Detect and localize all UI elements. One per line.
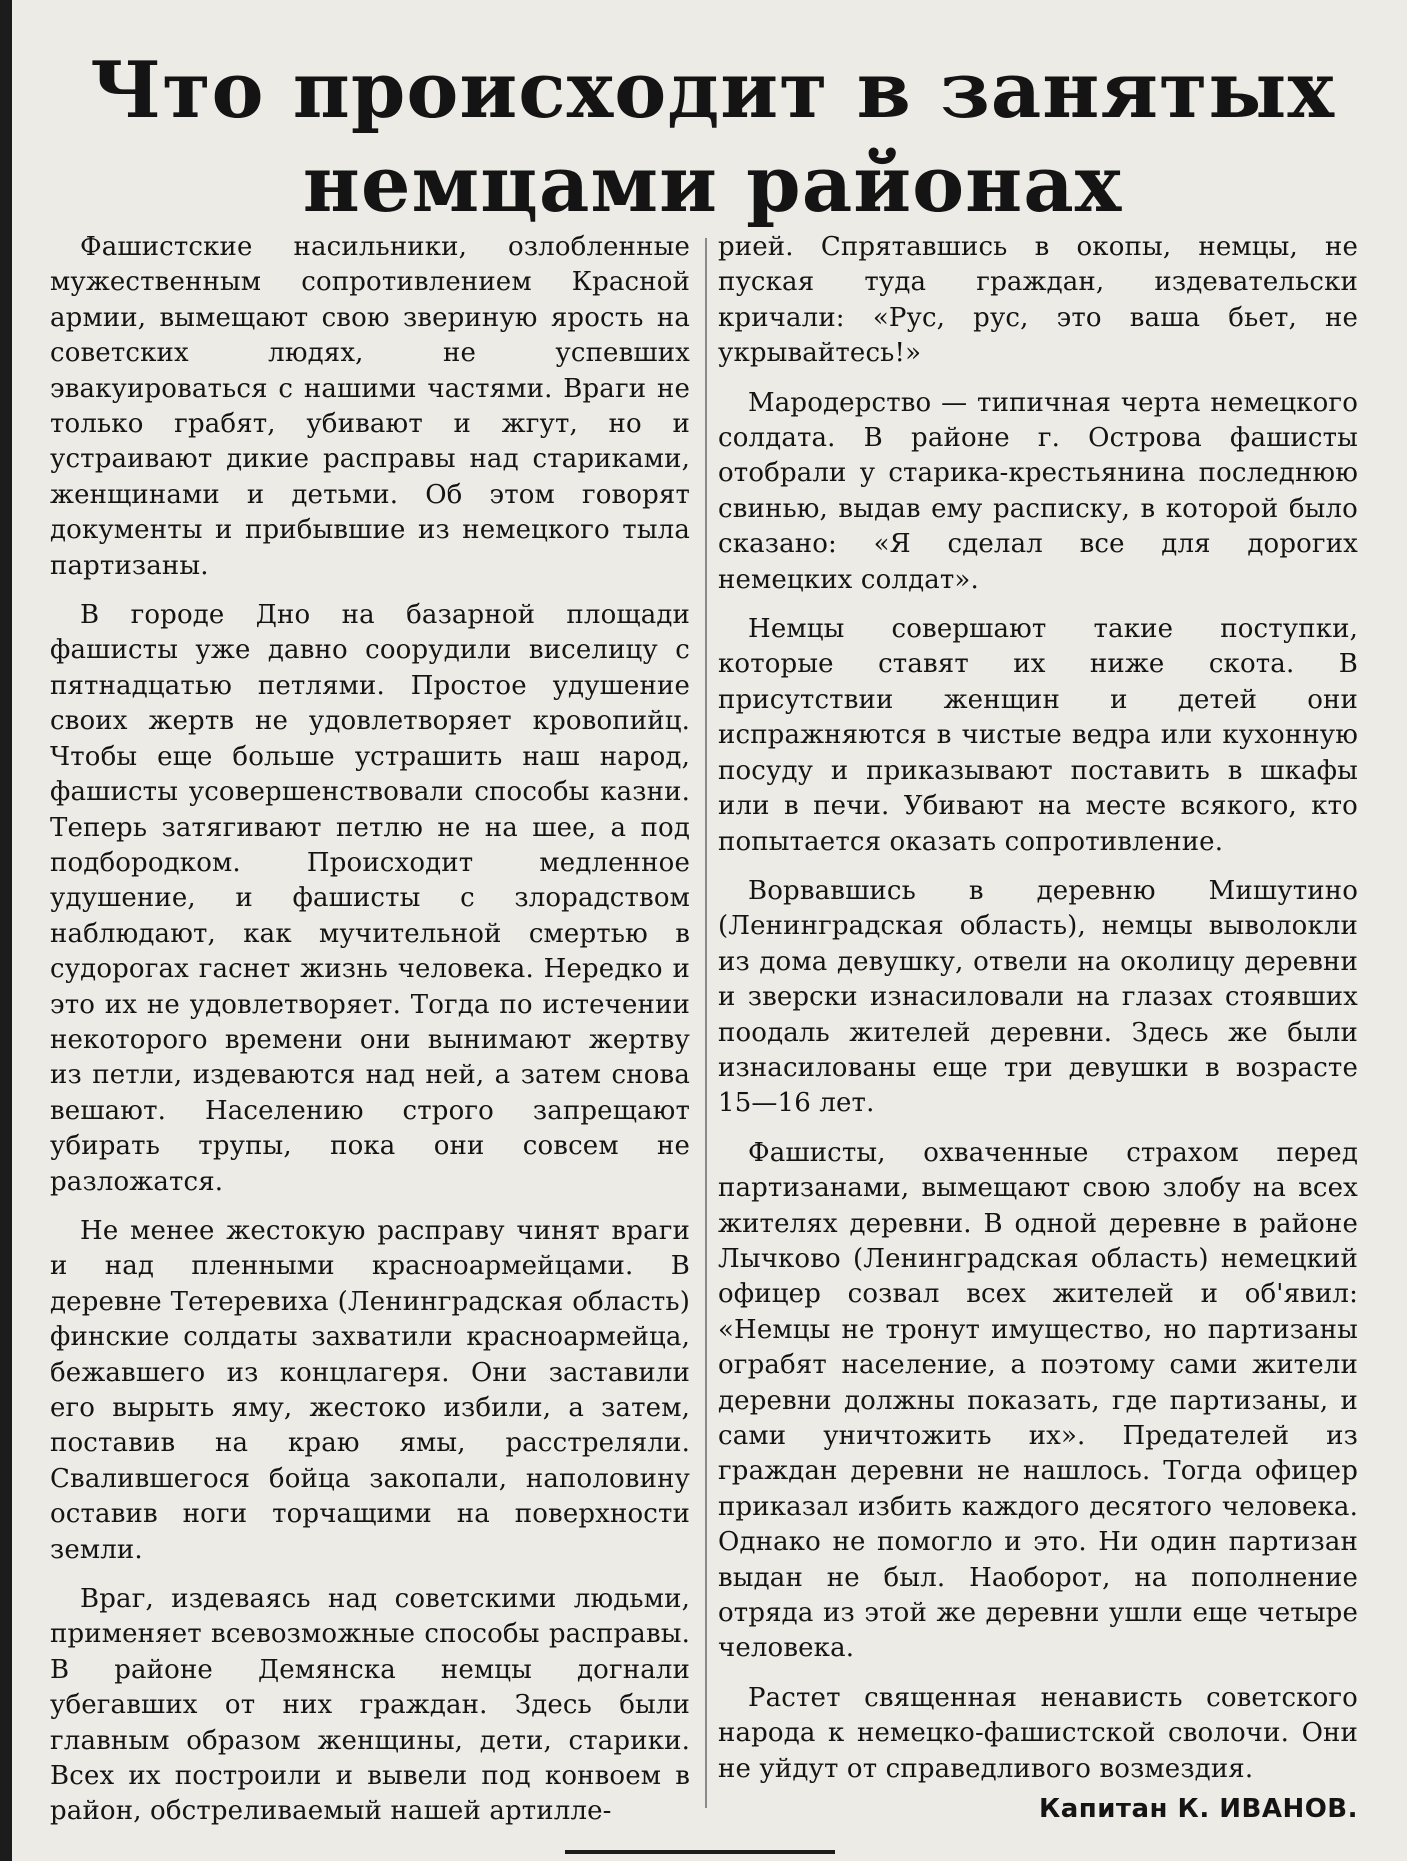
article-headline xyxy=(40,44,1385,232)
paragraph: Фашистские насильники, озлобленные мужественным сопротивлением Красной армии, вымещают свою звериную ярость на советских людях, не успевших эвакуироваться с нашими частями. Враги не только грабят, убивают и жгут, но и устраивают дикие расправы над стариками, женщинами и детьми. Об этом говорят документы и прибывшие из немецкого тыла партизаны. xyxy=(50,232,690,581)
headline-line-2: немцами районах xyxy=(302,139,1123,230)
article-column-left xyxy=(50,230,690,1844)
paragraph: Растет священная ненависть советского народа к немецко-фашистской сволочи. Они не уйдут от справедливого возмездия. xyxy=(718,1682,1358,1784)
article-column-right xyxy=(718,230,1358,1801)
paragraph: Немцы совершают такие поступки, которые ставят их ниже скота. В присутствии женщин и детей они испражняются в чистые ведра или кухонную посуду и приказывают поставить в шкафы или в печи. Убивают на месте всякого, кто попытается оказать сопротивление. xyxy=(718,614,1358,857)
headline-line-1: Что происходит в занятых xyxy=(90,45,1335,136)
paragraph: рией. Спрятавшись в окопы, немцы, не пуская туда граждан, издевательски кричали: «Рус, рус, это ваша бьет, не укрывайтесь!» xyxy=(718,232,1358,369)
column-divider xyxy=(705,238,707,1808)
paragraph: В городе Дно на базарной площади фашисты уже давно соорудили виселицу с пятнадцатью петлями. Простое удушение своих жертв не удовлетворяет кровопийц. Чтобы еще больше устрашить наш народ, фашисты усовершенствовали способы казни. Теперь затягивают петлю не на шее, а под подбородком. Происходит медленное удушение, и фашисты с злорадством наблюдают, как мучительной смертью в судорогах гаснет жизнь человека. Нередко и это их не удовлетворяет. Тогда по истечении некоторого времени они вынимают жертву из петли, издеваются над ней, а затем снова вешают. Населению строго запрещают убирать трупы, пока они совсем не разложатся. xyxy=(50,600,690,1197)
end-rule xyxy=(565,1850,835,1854)
paragraph: Мародерство — типичная черта немецкого солдата. В районе г. Острова фашисты отобрали у старика-крестьянина последнюю свинью, выдав ему расписку, в которой было сказано: «Я сделал все для дорогих немецких солдат». xyxy=(718,387,1358,595)
author-signature: Капитан К. ИВАНОВ. xyxy=(1038,1794,1358,1824)
page-edge-border xyxy=(0,0,12,1861)
paragraph: Не менее жестокую расправу чинят враги и над пленными красноармейцами. В деревне Тетеревиха (Ленинградская область) финские солдаты захватили красноармейца, бежавшего из концлагеря. Они заставили его вырыть яму, жестоко избили, а затем, поставив на краю ямы, расстреляли. Свалившегося бойца закопали, наполовину оставив ноги торчащими на поверхности земли. xyxy=(50,1215,690,1565)
paragraph: Фашисты, охваченные страхом перед партизанами, вымещают свою злобу на всех жителях деревни. В одной деревне в районе Лычково (Ленинградская область) немецкий офицер созвал всех жителей и об'явил: «Немцы не тронут имущество, но партизаны ограбят население, а поэтому сами жители деревни должны показать, где партизаны, и сами уничтожить их». Предателей из граждан деревни не нашлось. Тогда офицер приказал избить каждого десятого человека. Однако не помогло и это. Ни один партизан выдан не был. Наоборот, на пополнение отряда из этой же деревни ушли еще четыре человека. xyxy=(718,1137,1358,1664)
paragraph: Враг, издеваясь над советскими людьми, применяет всевозможные способы расправы. В районе Демянска немцы догнали убегавших от них граждан. Здесь были главным образом женщины, дети, старики. Всех их построили и вывели под конвоем в район, обстреливаемый нашей артилле- xyxy=(50,1584,690,1827)
paragraph: Ворвавшись в деревню Мишутино (Ленинградская область), немцы выволокли из дома девушку, отвели на околицу деревни и зверски изнасиловали на глазах стоявших поодаль жителей деревни. Здесь же были изнасилованы еще три девушки в возрасте 15—16 лет. xyxy=(718,875,1358,1119)
